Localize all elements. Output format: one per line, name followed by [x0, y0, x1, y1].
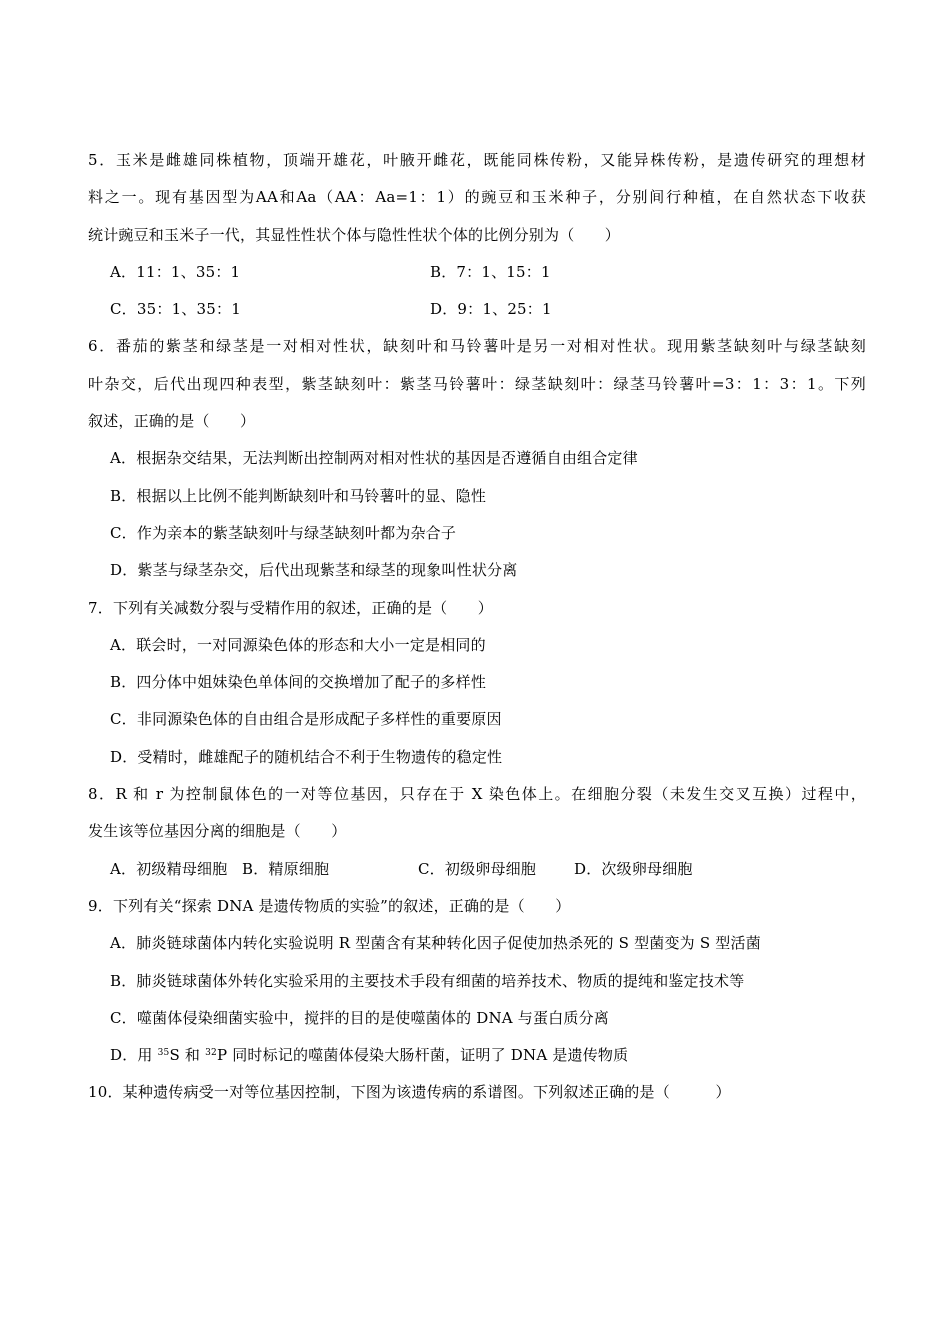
option-c[interactable]: C．初级卵母细胞 [418, 859, 537, 878]
option-a[interactable]: A．11：1、35：1 [110, 262, 241, 281]
question-8-options-row [88, 851, 868, 888]
isotope-35-superscript: 35 [157, 1048, 170, 1059]
option-a[interactable]: A．初级精母细胞 [110, 859, 228, 878]
question-8 [88, 776, 868, 888]
question-5-stem-line-3: 统计豌豆和玉米子一代，其显性性状个体与隐性性状个体的比例分别为（ ） [88, 225, 621, 244]
question-8-stem-line-2: 发生该等位基因分离的细胞是（ ） [88, 822, 347, 841]
isotope-32-superscript: 32 [205, 1048, 217, 1059]
question-6 [88, 328, 868, 589]
option-b[interactable]: B．四分体中姐妹染色单体间的交换增加了配子的多样性 [110, 673, 487, 692]
option-a[interactable]: A．根据杂交结果，无法判断出控制两对相对性状的基因是否遵循自由组合定律 [110, 449, 638, 468]
option-d[interactable]: D．9：1、25：1 [430, 300, 552, 319]
question-6-stem-line-3: 叙述，正确的是（ ） [88, 412, 256, 431]
question-5-options-row-1 [88, 254, 868, 291]
question-5-stem-line-2: 料之一。现有基因型为AA和Aa（AA：Aa=1：1）的豌豆和玉米种子，分别间行种植，在自然状态下收获 [88, 188, 866, 207]
option-b[interactable]: B．7：1、15：1 [430, 262, 551, 281]
option-d[interactable] [88, 1037, 868, 1074]
question-9-stem: 9．下列有关“探索 DNA 是遗传物质的实验”的叙述，正确的是（ ） [88, 896, 571, 915]
question-7 [88, 590, 868, 776]
option-d-suffix: P 同时标记的噬菌体侵染大肠杆菌，证明了 DNA 是遗传物质 [216, 1046, 629, 1065]
option-d[interactable]: D．紫茎与绿茎杂交，后代出现紫茎和绿茎的现象叫性状分离 [110, 561, 518, 580]
question-5 [88, 142, 868, 328]
option-b[interactable]: B．精原细胞 [242, 859, 330, 878]
question-5-options-row-2 [88, 291, 868, 328]
option-c[interactable]: C．噬菌体侵染细菌实验中，搅拌的目的是使噬菌体的 DNA 与蛋白质分离 [110, 1008, 610, 1027]
question-6-stem-line-1: 6．番茄的紫茎和绿茎是一对相对性状，缺刻叶和马铃薯叶是另一对相对性状。现用紫茎缺刻叶与绿茎缺刻 [88, 337, 866, 356]
option-c[interactable]: C．35：1、35：1 [110, 300, 241, 319]
option-c[interactable]: C．非同源染色体的自由组合是形成配子多样性的重要原因 [110, 710, 502, 729]
question-10-stem: 10．某种遗传病受一对等位基因控制，下图为该遗传病的系谱图。下列叙述正确的是（ ） [88, 1083, 731, 1102]
option-d[interactable]: D．次级卵母细胞 [574, 859, 693, 878]
option-c[interactable]: C．作为亲本的紫茎缺刻叶与绿茎缺刻叶都为杂合子 [110, 523, 457, 542]
exam-page [88, 142, 868, 1112]
question-7-stem: 7．下列有关减数分裂与受精作用的叙述，正确的是（ ） [88, 598, 493, 617]
option-a[interactable]: A．联会时，一对同源染色体的形态和大小一定是相同的 [110, 635, 486, 654]
option-b[interactable]: B．肺炎链球菌体外转化实验采用的主要技术手段有细菌的培养技术、物质的提纯和鉴定技术等 [110, 971, 745, 990]
question-10 [88, 1074, 868, 1111]
option-b[interactable]: B．根据以上比例不能判断缺刻叶和马铃薯叶的显、隐性 [110, 486, 487, 505]
option-d-prefix: D．用 [110, 1046, 158, 1065]
question-9 [88, 888, 868, 1074]
option-a[interactable]: A．肺炎链球菌体内转化实验说明 R 型菌含有某种转化因子促使加热杀死的 S 型菌变为 S 型活菌 [110, 934, 761, 953]
question-6-stem-line-2: 叶杂交，后代出现四种表型，紫茎缺刻叶：紫茎马铃薯叶：绿茎缺刻叶：绿茎马铃薯叶=3：1：3：1。下列 [88, 374, 866, 393]
question-8-stem-line-1: 8．R 和 r 为控制鼠体色的一对等位基因，只存在于 X 染色体上。在细胞分裂（未发生交叉互换）过程中， [88, 785, 866, 804]
option-d[interactable]: D．受精时，雌雄配子的随机结合不利于生物遗传的稳定性 [110, 747, 503, 766]
question-5-stem-line-1: 5．玉米是雌雄同株植物，顶端开雄花，叶腋开雌花，既能同株传粉，又能异株传粉，是遗传研究的理想材 [88, 151, 866, 169]
option-d-middle: S 和 [169, 1046, 206, 1065]
